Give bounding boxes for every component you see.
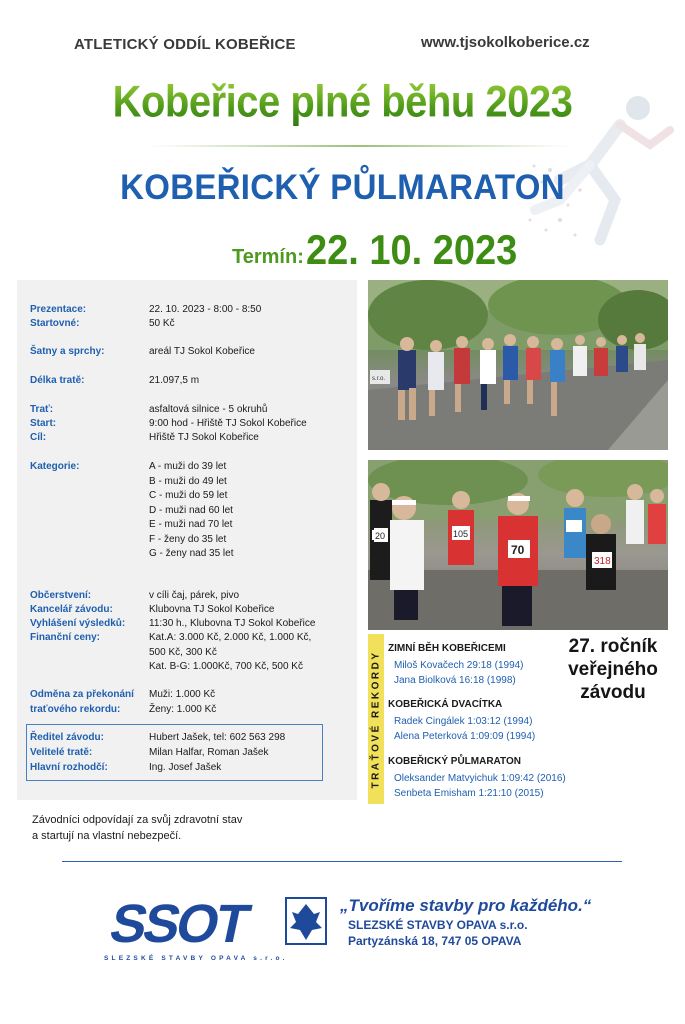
edition-line: veřejného (568, 659, 658, 680)
race-date: 22. 10. 2023 (306, 227, 518, 275)
website-link[interactable]: www.tjsokolkoberice.cz (421, 34, 590, 51)
main-title: Kobeřice plné běhu 2023 (0, 77, 685, 127)
info-label: Délka tratě: (30, 375, 85, 386)
info-label: Velitelé tratě: (30, 747, 93, 758)
disclaimer (32, 812, 242, 844)
record-item: Alena Peterková 1:09:09 (1994) (394, 731, 536, 742)
category-item: B - muži do 49 let (149, 475, 227, 487)
record-item: Radek Cingálek 1:03:12 (1994) (394, 716, 533, 727)
record-section-title: KOBEŘICKÝ PŮLMARATON (388, 756, 521, 767)
info-label: Ředitel závodu: (30, 732, 104, 743)
edition-line: 27. ročník (568, 636, 658, 657)
info-label: Cíl: (30, 432, 47, 443)
date-label: Termín: (232, 246, 304, 268)
info-label: Start: (30, 418, 57, 429)
sponsor-address: Partyzánská 18, 747 05 OPAVA (348, 934, 522, 948)
runner-bib: 70 (511, 543, 525, 557)
records-bar-label-wrap (368, 634, 384, 804)
info-label: Trať: (30, 404, 54, 415)
runner-bib: 318 (594, 556, 611, 567)
info-value: 21.097,5 m (149, 375, 200, 386)
race-photo-start-scene (368, 280, 668, 450)
info-label: Šatny a sprchy: (30, 346, 105, 357)
sponsor-company: SLEZSKÉ STAVBY OPAVA s.r.o. (348, 918, 528, 932)
ssot-logo-subtitle: SLEZSKÉ STAVBY OPAVA s.r.o. (104, 955, 288, 962)
category-item: D - muži nad 60 let (149, 504, 233, 516)
organizer-name: ATLETICKÝ ODDÍL KOBEŘICE (74, 36, 296, 53)
footer-divider (62, 861, 622, 862)
disclaimer-line: a startují na vlastní nebezpečí. (32, 830, 182, 842)
info-label: Prezentace: (30, 304, 87, 315)
category-item: C - muži do 59 let (149, 490, 228, 501)
info-label: Finanční ceny: (30, 632, 101, 643)
info-value: Hubert Jašek, tel: 602 563 298 (149, 732, 286, 743)
race-subtitle: KOBEŘICKÝ PŮLMARATON (120, 166, 565, 207)
info-label: Kategorie: (30, 461, 80, 472)
category-item: G - ženy nad 35 let (149, 548, 234, 559)
info-value: Klubovna TJ Sokol Kobeřice (149, 604, 275, 615)
info-value: Kat. B-G: 1.000Kč, 700 Kč, 500 Kč (149, 661, 303, 672)
info-value: 9:00 hod - Hřiště TJ Sokol Kobeřice (149, 418, 307, 429)
info-value: 22. 10. 2023 - 8:00 - 8:50 (149, 304, 262, 315)
info-label: traťového rekordu: (30, 703, 121, 715)
runner-bib: 105 (453, 529, 469, 539)
info-label: Občerstvení: (30, 590, 92, 601)
ssot-logo-icon (100, 892, 330, 962)
info-value: Muži: 1.000 Kč (149, 689, 216, 700)
category-item: E - muži nad 70 let (149, 519, 233, 530)
race-photo-start (368, 280, 668, 450)
record-item: Miloš Kovačech 29:18 (1994) (394, 660, 524, 671)
record-section-title: ZIMNÍ BĚH KOBEŘICEMI (388, 643, 506, 654)
info-label: Odměna za překonání (30, 689, 134, 700)
info-value: areál TJ Sokol Kobeřice (149, 346, 255, 357)
category-item: F - ženy do 35 let (149, 533, 227, 545)
info-label: Startovné: (30, 318, 80, 329)
title-divider (150, 145, 570, 147)
race-photo-runners (368, 460, 668, 630)
info-value: 11:30 h., Klubovna TJ Sokol Kobeřice (149, 618, 316, 629)
category-item: A - muži do 39 let (149, 461, 227, 472)
info-value: Milan Halfar, Roman Jašek (149, 747, 269, 758)
record-section-title: KOBEŘICKÁ DVACÍTKA (388, 699, 503, 710)
info-value: 500 Kč, 300 Kč (149, 646, 217, 658)
edition-line: závodu (580, 682, 646, 703)
record-item: Oleksander Matvyichuk 1:09:42 (2016) (394, 773, 566, 784)
info-value: Ženy: 1.000 Kč (149, 703, 217, 715)
info-value: Ing. Josef Jašek (149, 762, 222, 773)
record-item: Jana Biolková 16:18 (1998) (394, 675, 516, 686)
info-value: Hřiště TJ Sokol Kobeřice (149, 432, 259, 443)
info-value: 50 Kč (149, 318, 175, 329)
edition-info (548, 635, 678, 704)
info-label: Kancelář závodu: (30, 604, 113, 615)
sponsor-slogan: „Tvoříme stavby pro každého.“ (340, 896, 592, 915)
info-value: v cíli čaj, párek, pivo (149, 590, 240, 601)
info-label: Vyhlášení výsledků: (30, 618, 126, 629)
info-value: Kat.A: 3.000 Kč, 2.000 Kč, 1.000 Kč, (149, 632, 312, 643)
race-photo-runners-scene (368, 460, 668, 630)
disclaimer-line: Závodníci odpovídají za svůj zdravotní stav (32, 814, 243, 826)
roadside-sign: s.r.o. (372, 376, 386, 382)
record-item: Senbeta Emisham 1:21:10 (2015) (394, 788, 544, 799)
info-panel (17, 280, 357, 800)
info-value: asfaltová silnice - 5 okruhů (149, 404, 268, 415)
info-label: Hlavní rozhodčí: (30, 762, 108, 773)
records-bar-label: TRAŤOVÉ REKORDY (370, 649, 382, 789)
ssot-logo-text: SSOT (104, 893, 253, 954)
runner-bib: 20 (375, 531, 386, 541)
